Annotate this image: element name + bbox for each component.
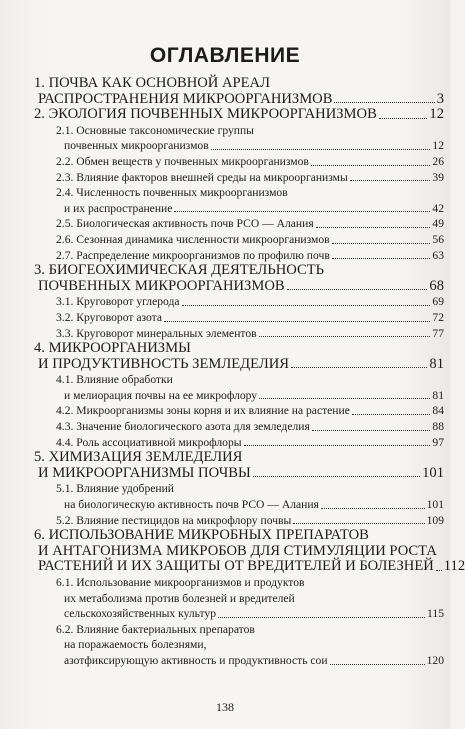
toc-page-number: 81 xyxy=(432,388,444,402)
toc-entry-text: И АНТАГОНИЗМА МИКРОБОВ ДЛЯ СТИМУЛЯЦИИ РОСТА xyxy=(38,542,437,559)
toc-page-number: 84 xyxy=(432,404,444,418)
toc-entry-text: 2.5. Биологическая активность почв РСО — Алания xyxy=(56,217,314,231)
toc-entry-text: 3. БИОГЕОХИМИЧЕСКАЯ ДЕЯТЕЛЬНОСТЬ xyxy=(34,262,324,279)
toc-section[interactable] xyxy=(34,232,444,248)
toc-page-number: 49 xyxy=(432,217,444,231)
toc-line xyxy=(56,481,444,497)
toc-line xyxy=(56,372,444,388)
toc-entry-text: И МИКРООРГАНИЗМЫ ПОЧВЫ xyxy=(38,464,251,481)
table-of-contents xyxy=(34,75,465,669)
toc-line xyxy=(34,92,444,108)
toc-line xyxy=(34,341,444,357)
toc-entry-text: 2.2. Обмен веществ у почвенных микроорганизмов xyxy=(56,154,309,168)
toc-line xyxy=(56,388,444,404)
dot-leader xyxy=(259,336,431,337)
toc-entry-text: 4. МИКРООРГАНИЗМЫ xyxy=(34,340,191,357)
toc-entry-text: азотфиксирующую активность и продуктивность сои xyxy=(64,653,328,667)
toc-entry-text: почвенных микроорганизмов xyxy=(64,139,209,153)
toc-section[interactable] xyxy=(34,481,444,512)
dot-leader xyxy=(287,289,428,290)
toc-section[interactable] xyxy=(34,435,444,451)
dot-leader xyxy=(332,258,431,259)
toc-section[interactable] xyxy=(34,154,444,170)
toc-entry-text: сельскохозяйственных культур xyxy=(64,607,217,621)
toc-line xyxy=(56,419,444,435)
toc-chapter[interactable] xyxy=(34,527,465,575)
toc-page-number: 42 xyxy=(432,201,444,215)
toc-entry-text: 5.2. Влияние пестицидов на микрофлору почвы xyxy=(56,513,292,527)
toc-entry-text: РАСТЕНИЙ И ИХ ЗАЩИТЫ ОТ ВРЕДИТЕЛЕЙ И БОЛЕЗНЕЙ xyxy=(38,558,434,575)
toc-section[interactable] xyxy=(34,419,444,435)
toc-entry-text: 5.1. Влияние удобрений xyxy=(56,482,175,496)
toc-line xyxy=(34,279,444,295)
dot-leader xyxy=(174,211,430,212)
toc-line xyxy=(56,248,444,264)
toc-line xyxy=(56,513,444,529)
toc-section[interactable] xyxy=(34,326,444,342)
dot-leader xyxy=(164,321,430,322)
toc-section[interactable] xyxy=(34,310,444,326)
toc-section[interactable] xyxy=(34,575,444,622)
toc-entry-text: и мелиорация почвы на ее микрофлору xyxy=(64,388,258,402)
toc-line xyxy=(56,622,444,638)
toc-chapter[interactable] xyxy=(34,341,444,372)
toc-entry-text: 3.2. Круговорот азота xyxy=(56,310,162,324)
toc-line xyxy=(56,637,444,653)
dot-leader xyxy=(316,227,431,228)
dot-leader xyxy=(352,414,431,415)
toc-line xyxy=(34,558,465,575)
toc-entry-text: ПОЧВЕННЫХ МИКРООРГАНИЗМОВ xyxy=(38,277,285,294)
toc-entry-text: 5. ХИМИЗАЦИЯ ЗЕМЛЕДЕЛИЯ xyxy=(34,449,243,466)
dot-leader xyxy=(436,570,442,571)
toc-line xyxy=(56,310,444,326)
toc-line xyxy=(56,403,444,419)
toc-entry-text: 4.4. Роль ассоциативной микрофлоры xyxy=(56,435,242,449)
toc-page-number: 63 xyxy=(432,248,444,262)
toc-section[interactable] xyxy=(34,123,444,154)
page-title: ОГЛАВЛЕНИЕ xyxy=(149,44,301,67)
toc-line xyxy=(34,263,444,279)
toc-page-number: 97 xyxy=(432,435,444,449)
dot-leader xyxy=(334,102,434,103)
toc-section[interactable] xyxy=(34,294,444,310)
toc-line xyxy=(56,606,444,622)
toc-entry-text: 6. ИСПОЛЬЗОВАНИЕ МИКРОБНЫХ ПРЕПАРАТОВ xyxy=(34,527,369,544)
toc-line xyxy=(56,575,444,591)
toc-page-number: 77 xyxy=(432,326,444,340)
toc-entry-text: 6.2. Влияние бактериальных препаратов xyxy=(56,622,255,636)
toc-line xyxy=(56,653,444,669)
toc-chapter[interactable] xyxy=(34,76,444,107)
toc-page-number: 112 xyxy=(443,558,465,575)
toc-entry-text: 4.1. Влияние обработки xyxy=(56,373,173,387)
dot-leader xyxy=(259,398,430,399)
toc-page-number: 68 xyxy=(429,277,444,294)
toc-line xyxy=(56,123,444,139)
toc-section[interactable] xyxy=(34,248,444,264)
toc-entry-text: РАСПРОСТРАНЕНИЯ МИКРООРГАНИЗМОВ xyxy=(38,90,333,107)
toc-line xyxy=(56,294,444,310)
toc-section[interactable] xyxy=(34,216,444,232)
toc-entry-text: 3.1. Круговорот углерода xyxy=(56,295,180,309)
dot-leader xyxy=(321,508,425,509)
toc-section[interactable] xyxy=(34,513,444,529)
toc-page-number: 109 xyxy=(426,513,444,527)
dot-leader xyxy=(291,367,427,368)
toc-line xyxy=(34,76,444,92)
toc-entry-text: 1. ПОЧВА КАК ОСНОВНОЙ АРЕАЛ xyxy=(34,75,270,91)
toc-line xyxy=(34,450,444,466)
dot-leader xyxy=(211,149,431,150)
toc-entry-text: 3.3. Круговорот минеральных элементов xyxy=(56,326,257,340)
toc-line xyxy=(56,232,444,248)
toc-line xyxy=(34,466,444,482)
toc-line xyxy=(56,591,444,607)
dot-leader xyxy=(330,664,425,665)
toc-page-number: 88 xyxy=(432,420,444,434)
toc-line xyxy=(56,170,444,186)
dot-leader xyxy=(312,430,431,431)
toc-page-number: 115 xyxy=(427,607,444,621)
page-number: 138 xyxy=(216,700,234,714)
dot-leader xyxy=(379,118,428,119)
toc-page-number: 101 xyxy=(426,498,444,512)
toc-line xyxy=(34,528,444,544)
toc-section[interactable] xyxy=(34,372,444,403)
toc-section[interactable] xyxy=(34,622,444,669)
toc-line xyxy=(56,216,444,232)
toc-page-number: 26 xyxy=(432,154,444,168)
toc-page-number: 69 xyxy=(432,295,444,309)
dot-leader xyxy=(332,243,431,244)
toc-line xyxy=(34,357,444,373)
dot-leader xyxy=(244,445,431,446)
toc-section[interactable] xyxy=(34,170,444,186)
toc-entry-text: на поражаемость болезнями, xyxy=(64,638,207,652)
toc-entry-text: И ПРОДУКТИВНОСТЬ ЗЕМЛЕДЕЛИЯ xyxy=(38,355,290,372)
toc-line xyxy=(56,435,444,451)
toc-chapter[interactable] xyxy=(34,450,444,481)
toc-entry-text: 2.4. Численность почвенных микроорганизмов xyxy=(56,186,288,200)
toc-page-number: 39 xyxy=(432,170,444,184)
toc-entry-text: 2.7. Распределение микроорганизмов по профилю почв xyxy=(56,248,330,262)
toc-chapter[interactable] xyxy=(34,107,444,123)
toc-entry-text: 4.2. Микроорганизмы зоны корня и их влияние на растение xyxy=(56,404,350,418)
toc-page-number: 120 xyxy=(426,653,444,667)
dot-leader xyxy=(293,523,424,524)
dot-leader xyxy=(253,476,420,477)
toc-entry-text: 2.3. Влияние факторов внешней среды на микроорганизмы xyxy=(56,170,348,184)
toc-page-number: 72 xyxy=(432,310,444,324)
toc-entry-text: 2.6. Сезонная динамика численности микроорганизмов xyxy=(56,232,330,246)
toc-entry-text: на биологическую активность почв РСО — Алания xyxy=(64,498,319,512)
toc-line xyxy=(56,138,444,154)
toc-page-number: 56 xyxy=(432,232,444,246)
toc-line xyxy=(56,185,444,201)
dot-leader xyxy=(350,180,431,181)
toc-line xyxy=(56,326,444,342)
dot-leader xyxy=(218,617,425,618)
toc-page-number: 101 xyxy=(422,464,444,481)
toc-entry-text: и их распространение xyxy=(64,201,173,215)
toc-entry-text: их метаболизма против болезней и вредителей xyxy=(64,591,295,605)
toc-entry-text: 2. ЭКОЛОГИЯ ПОЧВЕННЫХ МИКРООРГАНИЗМОВ xyxy=(34,106,377,123)
toc-entry-text: 4.3. Значение биологического азота для земледелия xyxy=(56,420,310,434)
dot-leader xyxy=(182,305,431,306)
toc-section[interactable] xyxy=(34,185,444,216)
toc-entry-text: 2.1. Основные таксономические группы xyxy=(56,123,254,137)
toc-line xyxy=(56,154,444,170)
toc-line xyxy=(34,107,444,123)
toc-chapter[interactable] xyxy=(34,263,444,294)
toc-page-number: 12 xyxy=(429,106,444,123)
toc-page-number: 12 xyxy=(432,139,444,153)
toc-section[interactable] xyxy=(34,403,444,419)
toc-entry-text: 6.1. Использование микроорганизмов и продуктов xyxy=(56,576,305,589)
toc-page-number: 3 xyxy=(436,90,444,107)
toc-line xyxy=(56,497,444,513)
toc-line xyxy=(56,201,444,217)
toc-page-number: 81 xyxy=(429,355,444,372)
dot-leader xyxy=(311,165,431,166)
